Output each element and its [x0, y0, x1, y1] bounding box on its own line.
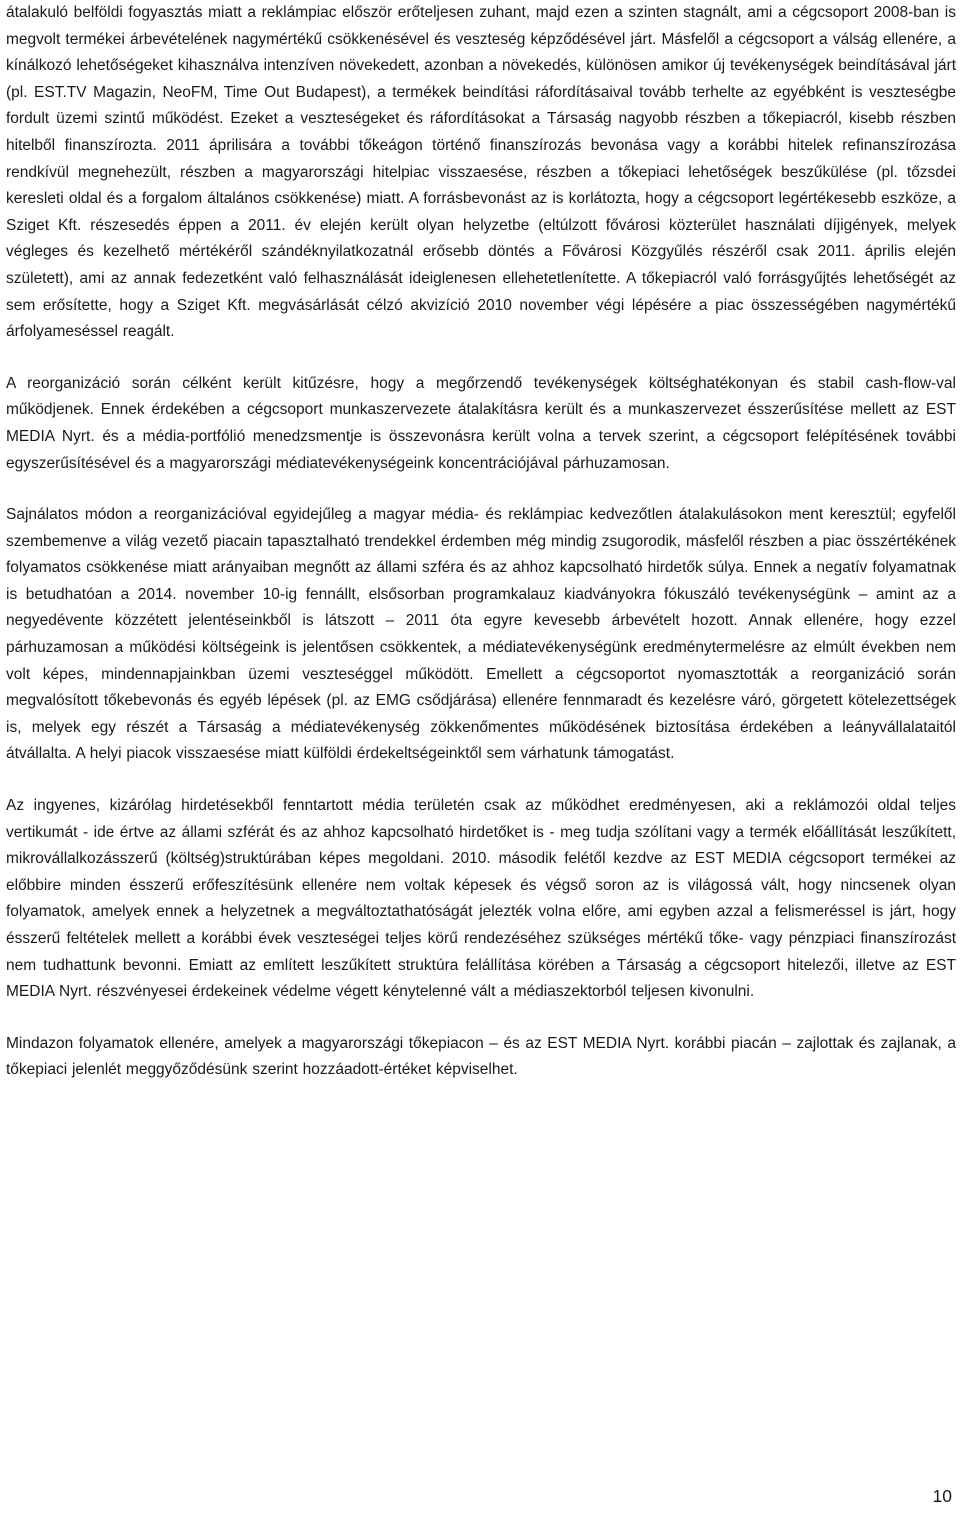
document-body: [6, 0, 956, 1109]
paragraph-3: Sajnálatos módon a reorganizációval egyidejűleg a magyar média- és reklámpiac kedvezőtlen átalakulásokon ment keresztül; egyfelől szembemenve a világ vezető piacain tapasztalható trendekkel érdemben még mindig zsugorodik, másfelől részben a piac összértékének folyamatos csökkenése miatt arányaiban megnőtt az állami szféra és az ahhoz kapcsolható hirdetők súlya. Ennek a negatív folyamatnak is betudhatóan a 2014. november 10-ig fennállt, elsősorban programkalauz kiadványokra fókuszáló tevékenységünk – amint az a negyedévente közzétett jelentéseinkből is látszott – 2011 óta egyre kevesebb árbevételt hozott. Annak ellenére, hogy ezzel párhuzamosan a működési költségeink is jelentősen csökkentek, a médiatevékenységünk eredménytermelésre az elmúlt években nem volt képes, mindennapjainkban üzemi veszteséggel működött. Emellett a cégcsoportot nyomasztották a reorganizáció során megvalósított tőkebevonás és egyéb lépések (pl. az EMG csődjárása) ellenére fennmaradt és kezelésre váró, görgetett kötelezettségek is, melyek egy részét a Társaság a médiatevékenység zökkenőmentes működésének biztosítása érdekében a leányvállalataitól átvállalta. A helyi piacok visszaesése miatt külföldi érdekeltségeinktől sem várhatunk támogatást.: [6, 506, 956, 763]
paragraph-2: A reorganizáció során célként került kitűzésre, hogy a megőrzendő tevékenységek költséghatékonyan és stabil cash-flow-val működjenek. Ennek érdekében a cégcsoport munkaszervezete átalakításra került és a munkaszervezet ésszerűsítése mellett az EST MEDIA Nyrt. és a média-portfólió menedzsmentje is összevonásra került volna a tervek szerint, a cégcsoport felépítésének további egyszerűsítésével és a magyarországi médiatevékenységeink koncentrációjával párhuzamosan.: [6, 374, 956, 472]
paragraph-1: átalakuló belföldi fogyasztás miatt a reklámpiac először erőteljesen zuhant, majd ezen a szinten stagnált, ami a cégcsoport 2008-ban is megvolt termékei árbevételének nagymértékű csökkenésével és veszteség képződésével járt. Másfelől a cégcsoport a válság ellenére, a kínálkozó lehetőségeket kihasználva intenzíven növekedett, azonban a növekedés, különösen amikor új tevékenységek beindításával járt (pl. EST.TV Magazin, NeoFM, Time Out Budapest), a termékek beindítási ráfordításaival tovább terhelte az egyébként is veszteségbe fordult üzemi szintű működést. Ezeket a veszteségeket és ráfordításokat a Társaság nagyobb részben a tőkepiacról, kisebb részben hitelből finanszírozta. 2011 áprilisára a további tőkeágon történő finanszírozás bevonása vagy a korábbi hitelek refinanszírozása rendkívül megnehezült, részben a magyarországi hitelpiac visszaesése, részben a tőkepiaci lehetőségek beszűkülése (pl. tőzsdei keresleti oldal és a forgalom általános csökkenése) miatt. A forrásbevonást az is korlátozta, hogy a cégcsoport legértékesebb eszköze, a Sziget Kft. részesedés éppen a 2011. év elején került olyan helyzetbe (eltúlzott fővárosi közterület használati díjigények, melyek végleges és kezelhető mértékéről szándéknyilatkozatnál erősebb döntés a Fővárosi Közgyűlés részéről csak 2011. április elején született), ami az annak fedezetként való felhasználását ideiglenesen ellehetetlenítette. A tőkepiacról való forrásgyűjtés lehetőségét az sem erősítette, hogy a Sziget Kft. megvásárlását célzó akvizíció 2010 november végi lépésére a piac összességében nagymértékű árfolyameséssel reagált.: [6, 4, 956, 341]
paragraph-5: Mindazon folyamatok ellenére, amelyek a magyarországi tőkepiacon – és az EST MEDIA Nyrt. korábbi piacán – zajlottak és zajlanak, a tőkepiaci jelenlét meggyőződésünk szerint hozzáadott-értéket képviselhet.: [6, 1034, 956, 1079]
page-number: 10: [932, 1485, 952, 1506]
paragraph-4: Az ingyenes, kizárólag hirdetésekből fenntartott média területén csak az működhet eredményesen, aki a reklámozói oldal teljes vertikumát - ide értve az állami szférát és az ahhoz kapcsolható hirdetőket is - meg tudja szólítani vagy a termék előállítását leszűkített, mikrovállalkozásszerű (költség)struktúrában képes megoldani. 2010. második felétől kezdve az EST MEDIA cégcsoport termékei az előbbire minden ésszerű erőfeszítésünk ellenére nem voltak képesek és végső soron az is világossá vált, hogy nincsenek olyan folyamatok, amelyek ennek a helyzetnek a megváltoztathatóságát jelezték volna előre, ami egyben azzal a felismeréssel is járt, hogy ésszerű feltételek mellett a korábbi évek veszteségei teljes körű rendezéséhez szükséges mértékű tőke- vagy pénzpiaci finanszírozást nem tudhattunk bevonni. Emiatt az említett leszűkített struktúra felállítása körében a Társaság a cégcsoport hitelezői, illetve az EST MEDIA Nyrt. részvényesei érdekeinek védelme végett kénytelenné vált a médiaszektorból teljesen kivonulni.: [6, 797, 956, 1001]
